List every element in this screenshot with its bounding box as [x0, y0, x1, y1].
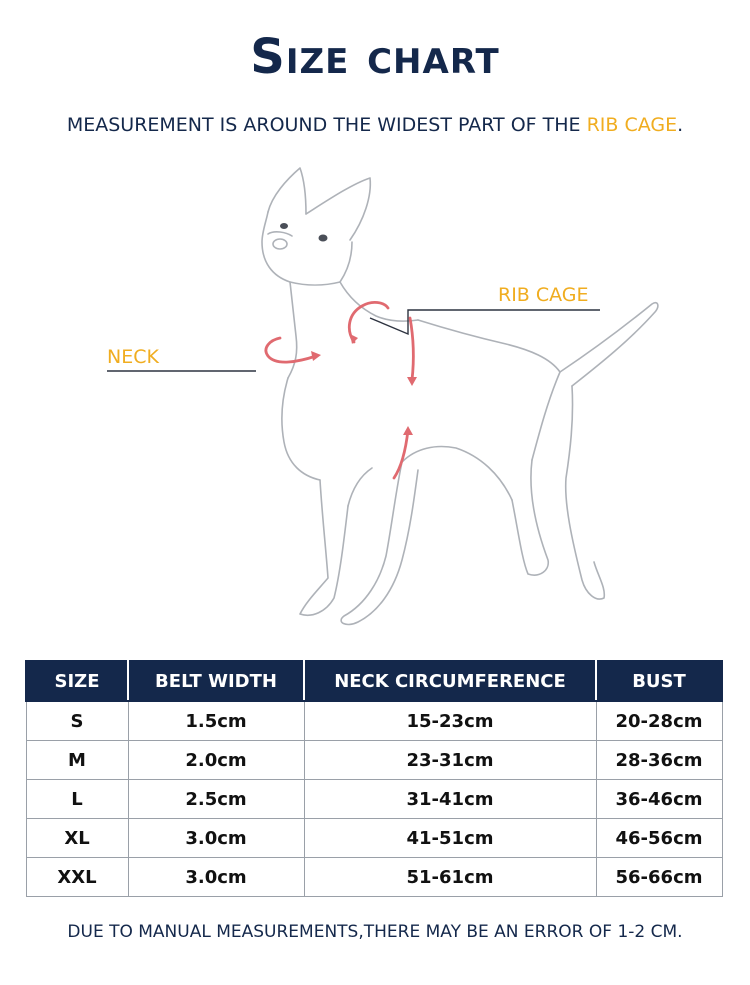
cell-neck-circumference: 41-51cm [304, 819, 596, 858]
dog-neck [288, 282, 297, 378]
cell-size: L [26, 780, 128, 819]
dog-eye-right [319, 235, 328, 242]
cell-neck-circumference: 51-61cm [304, 858, 596, 897]
cell-bust: 36-46cm [596, 780, 722, 819]
dog-ear-right [306, 178, 370, 240]
table-row [26, 819, 722, 858]
dog-diagram [0, 160, 750, 640]
cell-belt-width: 3.0cm [128, 858, 304, 897]
dog-tail [560, 303, 658, 386]
neck-measure-loop [349, 302, 388, 342]
table-row [26, 701, 722, 741]
cell-neck-circumference: 31-41cm [304, 780, 596, 819]
cell-size: XXL [26, 858, 128, 897]
table-row [26, 858, 722, 897]
cell-size: S [26, 701, 128, 741]
header-bust: BUST [596, 661, 722, 701]
measurement-note-accent: RIB CAGE [586, 114, 678, 136]
cell-bust: 56-66cm [596, 858, 722, 897]
dog-ear-left [268, 168, 306, 214]
cell-bust: 20-28cm [596, 701, 722, 741]
table-row [26, 741, 722, 780]
dog-front-leg-left [300, 480, 348, 615]
table-header-row [26, 661, 722, 701]
measurement-note-period: . [677, 114, 684, 136]
measurement-note-text: MEASUREMENT IS AROUND THE WIDEST PART OF THE [66, 114, 587, 136]
header-neck-circumference: NECK CIRCUMFERENCE [304, 661, 596, 701]
measurement-note [0, 112, 750, 138]
dog-eye-left [280, 223, 288, 229]
header-size: SIZE [26, 661, 128, 701]
cell-bust: 46-56cm [596, 819, 722, 858]
cell-belt-width: 2.0cm [128, 741, 304, 780]
cell-belt-width: 3.0cm [128, 819, 304, 858]
cell-size: XL [26, 819, 128, 858]
cell-belt-width: 2.5cm [128, 780, 304, 819]
rib-cage-label: RIB CAGE [498, 284, 589, 306]
cell-neck-circumference: 15-23cm [304, 701, 596, 741]
cell-belt-width: 1.5cm [128, 701, 304, 741]
dog-front-leg-right [341, 462, 418, 624]
rib-measure-loop [410, 318, 413, 380]
dog-chest [282, 378, 320, 480]
cell-neck-circumference: 23-31cm [304, 741, 596, 780]
cell-bust: 28-36cm [596, 741, 722, 780]
neck-label: NECK [107, 346, 159, 368]
header-belt-width: BELT WIDTH [128, 661, 304, 701]
dog-nose [273, 239, 287, 249]
rib-pointer-line [370, 310, 600, 334]
footer-disclaimer: DUE TO MANUAL MEASUREMENTS,THERE MAY BE AN ERROR OF 1-2 CM. [67, 922, 683, 942]
page-title: Size chart [250, 29, 500, 85]
rib-arrow-icon [407, 377, 417, 386]
neck-arrow-icon [311, 351, 321, 361]
cell-size: M [26, 741, 128, 780]
size-table [25, 660, 723, 897]
dog-back [418, 320, 560, 372]
table-row [26, 780, 722, 819]
